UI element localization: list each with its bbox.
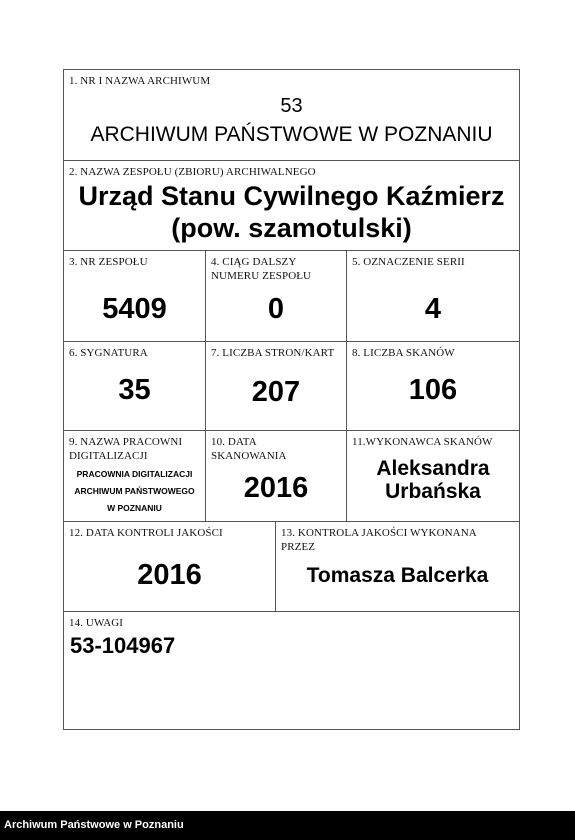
cell-qc-date <box>64 522 275 611</box>
archive-name: ARCHIWUM PAŃSTWOWE W POZNANIU <box>90 123 493 146</box>
scan-date-value: 2016 <box>243 472 309 504</box>
digitization-lab-line3: W POZNANIU <box>107 503 162 513</box>
row-counts <box>64 342 519 431</box>
qc-by-label-line2: PRZEZ <box>281 541 316 553</box>
qc-by-value: Tomasza Balcerka <box>306 564 489 587</box>
fonds-continuation-label <box>211 255 342 283</box>
page-count-label: 7. LICZBA STRON/KART <box>211 347 335 359</box>
row-fonds-name <box>64 161 519 251</box>
scan-date-label <box>211 435 342 463</box>
scan-date-label-line1: 10. DATA <box>211 436 257 448</box>
fonds-continuation-label-line2: NUMERU ZESPOŁU <box>211 270 312 282</box>
scan-date-label-line2: SKANOWANIA <box>211 450 287 462</box>
cell-scanner-operator <box>346 431 519 521</box>
qc-date-label: 12. DATA KONTROLI JAKOŚCI <box>69 527 223 539</box>
signature-label: 6. SYGNATURA <box>69 347 148 359</box>
cell-archive <box>64 70 519 160</box>
series-label: 5. OZNACZENIE SERII <box>352 256 465 268</box>
cell-scan-count <box>346 342 519 430</box>
cell-fonds-continuation <box>205 251 346 341</box>
signature-value: 35 <box>118 374 151 406</box>
cell-scan-date <box>205 431 346 521</box>
archive-label: 1. NR I NAZWA ARCHIWUM <box>69 75 211 87</box>
scanner-operator-label: 11.WYKONAWCA SKANÓW <box>352 436 493 448</box>
fonds-continuation-value: 0 <box>267 293 285 325</box>
row-archive <box>64 70 519 161</box>
fonds-name-line2: (pow. szamotulski) <box>171 213 412 243</box>
cell-fonds-name <box>64 161 519 250</box>
digitization-lab-line1: PRACOWNIA DIGITALIZACJI <box>76 469 193 479</box>
cell-signature <box>64 342 205 430</box>
remarks-value: 53-104967 <box>70 633 176 658</box>
cell-page-count <box>205 342 346 430</box>
cell-fonds-number <box>64 251 205 341</box>
page-count-value: 207 <box>251 376 301 408</box>
fonds-number-label: 3. NR ZESPOŁU <box>69 256 148 268</box>
qc-by-label-line1: 13. KONTROLA JAKOŚCI WYKONANA <box>281 527 477 539</box>
fonds-number-value: 5409 <box>102 293 167 325</box>
digitization-lab-value <box>64 466 205 517</box>
scanner-operator-value <box>347 457 519 503</box>
scan-count-label: 8. LICZBA SKANÓW <box>352 347 455 359</box>
scanner-operator-line1: Aleksandra <box>376 457 490 480</box>
footer-bar <box>0 811 575 840</box>
digitization-lab-label-line2: DIGITALIZACJI <box>69 450 148 462</box>
digitization-lab-line2: ARCHIWUM PAŃSTWOWEGO <box>74 486 195 496</box>
row-digitization <box>64 431 519 522</box>
digitization-lab-label-line1: 9. NAZWA PRACOWNI <box>69 436 183 448</box>
row-remarks <box>64 612 519 729</box>
series-value: 4 <box>424 293 442 325</box>
qc-date-value: 2016 <box>137 559 202 591</box>
row-quality-control <box>64 522 519 612</box>
scan-count-value: 106 <box>408 374 458 406</box>
digitization-lab-label <box>69 435 201 463</box>
fonds-name-line1: Urząd Stanu Cywilnego Kaźmierz <box>78 181 505 211</box>
fonds-name-label: 2. NAZWA ZESPOŁU (ZBIORU) ARCHIWALNEGO <box>69 166 316 178</box>
row-fonds-numbers <box>64 251 519 342</box>
archive-number: 53 <box>280 95 303 117</box>
cell-remarks <box>64 612 519 729</box>
cell-digitization-lab <box>64 431 205 521</box>
cell-series <box>346 251 519 341</box>
remarks-label: 14. UWAGI <box>69 617 124 629</box>
fonds-continuation-label-line1: 4. CIĄG DALSZY <box>211 256 297 268</box>
cell-qc-by <box>275 522 519 611</box>
footer-text: Archiwum Państwowe w Poznaniu <box>4 819 184 831</box>
scanner-operator-line2: Urbańska <box>385 480 481 503</box>
qc-by-label <box>281 526 515 554</box>
metadata-sheet <box>63 69 520 730</box>
